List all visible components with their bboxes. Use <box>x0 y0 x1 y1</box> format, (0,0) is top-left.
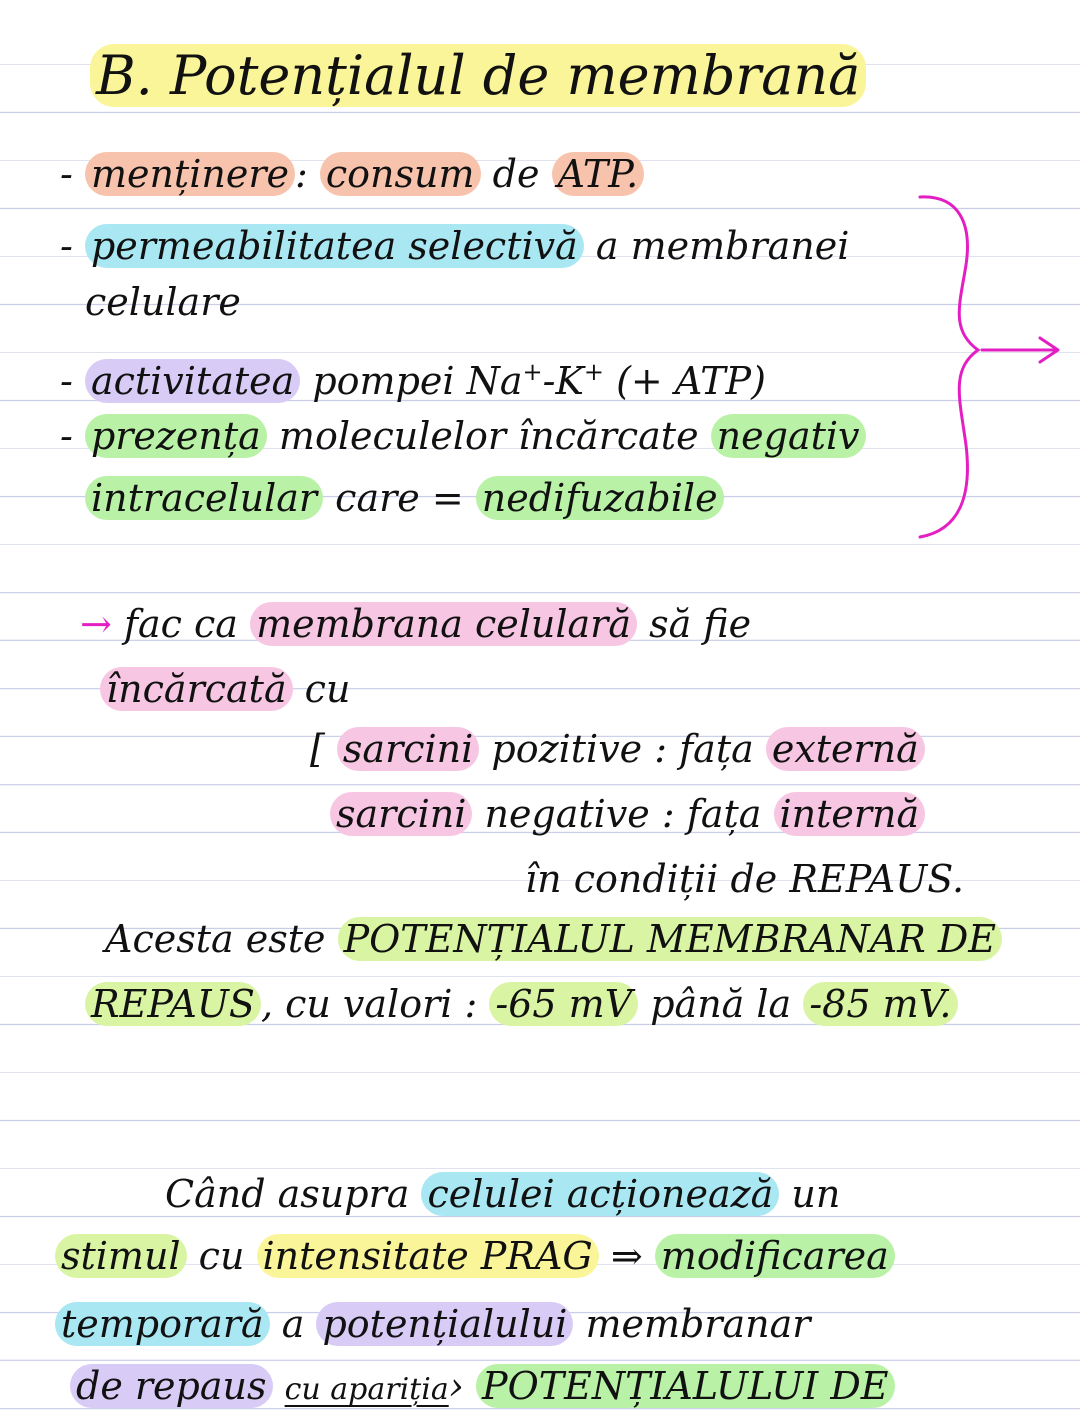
dash: - <box>60 359 73 403</box>
title-text: Potențialul de membrană <box>170 44 861 107</box>
dash: - <box>60 152 73 196</box>
line-text: celulare <box>85 280 241 324</box>
line-text: moleculelor încărcate <box>266 414 699 458</box>
charge-line-positive <box>310 725 925 773</box>
highlight-term: negativ <box>711 414 866 458</box>
resting-line-1 <box>105 915 1002 963</box>
line-text: de <box>480 152 540 196</box>
title-highlight <box>90 44 866 107</box>
line-text: să fie <box>637 602 752 646</box>
highlight-term: consum <box>320 152 481 196</box>
condition-line <box>525 855 964 903</box>
stimulus-line-4 <box>70 1362 895 1414</box>
line-text: pozitive : fața <box>479 727 754 771</box>
superscript-plus: + <box>583 358 604 386</box>
line-text: : <box>294 152 308 196</box>
dash: - <box>60 224 73 268</box>
page-title <box>90 40 866 112</box>
arrow-right-icon: › <box>448 1364 464 1408</box>
highlight-term: sarcini <box>337 727 479 771</box>
highlight-term: încărcată <box>100 667 293 711</box>
line-text: pompei Na <box>300 359 523 403</box>
highlight-term: REPAUS <box>85 982 261 1026</box>
line-text: cu <box>292 667 351 711</box>
highlight-value: -65 mV <box>489 982 638 1026</box>
highlight-term: intensitate PRAG <box>257 1234 599 1278</box>
highlight-term: externă <box>766 727 925 771</box>
highlight-term: POTENȚIALULUI DE <box>476 1364 895 1408</box>
highlight-term: stimul <box>55 1234 187 1278</box>
curly-brace-arrow-icon <box>900 185 1070 545</box>
line-text: cu <box>186 1234 245 1278</box>
highlight-term: prezența <box>85 414 267 458</box>
title-letter: B. <box>96 44 153 107</box>
charge-line-negative <box>330 790 925 838</box>
line-text: fac ca <box>123 602 238 646</box>
resting-line-2 <box>85 980 958 1028</box>
highlight-term: activitatea <box>85 359 300 403</box>
effect-line-2 <box>100 665 350 713</box>
highlight-term: ATP. <box>552 152 645 196</box>
highlight-value: -85 mV. <box>803 982 957 1026</box>
line-text: în condiții de REPAUS. <box>525 857 965 901</box>
highlight-term: permeabilitatea selectivă <box>85 224 584 268</box>
cause-line-2 <box>60 222 849 270</box>
line-text: Acesta este <box>105 917 326 961</box>
highlight-term: temporară <box>55 1302 270 1346</box>
highlight-term: membrana celulară <box>250 602 637 646</box>
highlight-term: nedifuzabile <box>476 476 724 520</box>
dash: - <box>60 414 73 458</box>
arrow-right-icon: → <box>80 602 112 646</box>
highlight-term: potențialului <box>316 1302 573 1346</box>
highlight-term: modificarea <box>655 1234 895 1278</box>
superscript-plus: + <box>522 358 543 386</box>
line-text: negative : fața <box>472 792 762 836</box>
highlight-term: POTENȚIALUL MEMBRANAR DE <box>338 917 1002 961</box>
effect-line-1 <box>80 600 751 648</box>
line-text: , cu valori : <box>260 982 478 1026</box>
cause-line-1 <box>60 150 644 198</box>
cause-line-2-cont <box>85 278 241 326</box>
line-text: a <box>269 1302 305 1346</box>
implies-arrow-icon: ⇒ <box>598 1234 655 1278</box>
highlight-term: sarcini <box>330 792 472 836</box>
cause-line-4-cont <box>85 474 724 522</box>
stimulus-line-3 <box>55 1300 810 1348</box>
line-text: Când asupra <box>165 1172 410 1216</box>
underlined-note: cu apariția <box>284 1372 449 1407</box>
highlight-term: celulei acționează <box>421 1172 779 1216</box>
line-text: a membranei <box>583 224 850 268</box>
bracket-icon: [ <box>310 727 325 771</box>
stimulus-line-2 <box>55 1232 895 1280</box>
line-text: până la <box>638 982 792 1026</box>
highlight-term: menținere <box>85 152 295 196</box>
line-text: membranar <box>573 1302 811 1346</box>
highlight-term: internă <box>774 792 926 836</box>
line-text: -K <box>542 359 584 403</box>
line-text: (+ ATP) <box>604 359 766 403</box>
cause-line-3 <box>60 348 766 405</box>
stimulus-line-1 <box>165 1170 840 1218</box>
cause-line-4 <box>60 412 866 460</box>
highlight-term: intracelular <box>85 476 323 520</box>
line-text: care = <box>323 476 464 520</box>
line-text: un <box>779 1172 841 1216</box>
highlight-term: de repaus <box>70 1364 273 1408</box>
